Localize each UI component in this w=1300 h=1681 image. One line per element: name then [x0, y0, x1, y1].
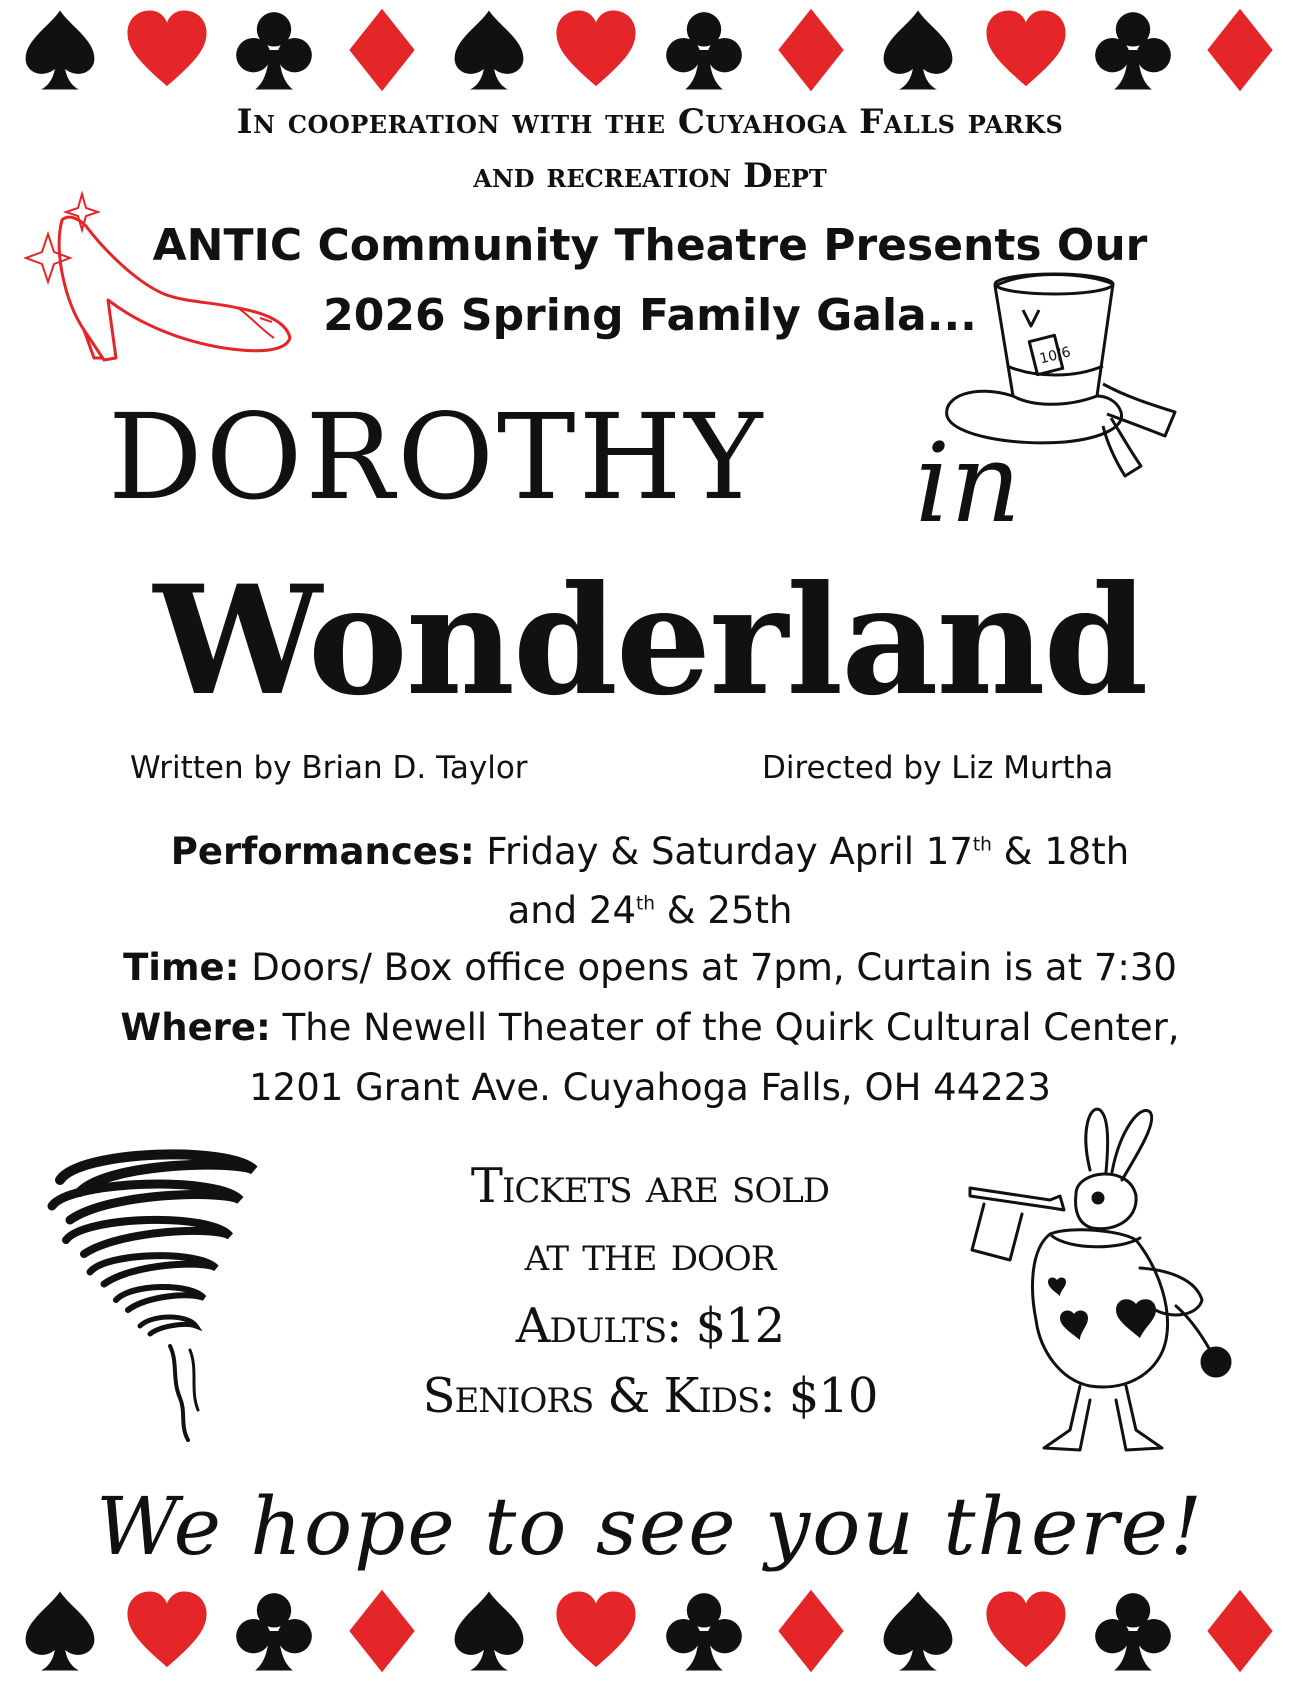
where-text: The Newell Theater of the Quirk Cultural Center,	[270, 1006, 1180, 1049]
diamond-icon	[768, 7, 854, 93]
time-text: Doors/ Box office opens at 7pm, Curtain is at 7:30	[239, 946, 1177, 989]
performances-dates-a: Friday & Saturday April 17	[474, 830, 973, 873]
glass-slipper-icon	[24, 190, 294, 380]
tornado-icon	[40, 1140, 270, 1450]
suits-border-bottom	[0, 1581, 1300, 1681]
club-icon	[231, 7, 317, 93]
spade-icon	[17, 7, 103, 93]
directed-by: Directed by Liz Murtha	[762, 750, 1114, 786]
heart-icon	[124, 1588, 210, 1674]
performances-sup-a: th	[972, 834, 992, 856]
title-in: in	[915, 419, 1022, 547]
presents-line-1: ANTIC Community Theatre Presents Our	[152, 220, 1148, 271]
spade-icon	[446, 1588, 532, 1674]
performances2-sup: th	[636, 893, 655, 915]
title-dorothy: DOROTHY	[108, 388, 766, 526]
performances2-b: & 25th	[655, 889, 793, 932]
club-icon	[1090, 1588, 1176, 1674]
time-label: Time:	[123, 946, 240, 989]
club-icon	[661, 7, 747, 93]
performances-line-2	[0, 889, 1300, 932]
heart-icon	[124, 7, 210, 93]
written-by: Written by Brian D. Taylor	[130, 750, 528, 786]
spade-icon	[17, 1588, 103, 1674]
diamond-icon	[1197, 1588, 1283, 1674]
cooperation-line-2: and recreation Dept	[473, 156, 827, 196]
heart-icon	[983, 1588, 1069, 1674]
presents-line-2: 2026 Spring Family Gala...	[323, 290, 977, 341]
club-icon	[1090, 7, 1176, 93]
club-icon	[231, 1588, 317, 1674]
where-line	[0, 1006, 1300, 1049]
performances-label: Performances:	[170, 830, 475, 873]
diamond-icon	[768, 1588, 854, 1674]
address-line: 1201 Grant Ave. Cuyahoga Falls, OH 44223	[249, 1066, 1051, 1109]
title-wonderland: Wonderland	[153, 553, 1147, 729]
time-line	[0, 946, 1300, 989]
tickets-line-2: at the door	[524, 1226, 776, 1282]
performances-dates-b: & 18th	[991, 830, 1130, 873]
heart-icon	[553, 1588, 639, 1674]
diamond-icon	[1197, 7, 1283, 93]
heart-icon	[553, 7, 639, 93]
diamond-icon	[339, 1588, 425, 1674]
tickets-seniors-kids-price: Seniors & Kids: $10	[422, 1368, 878, 1424]
tickets-adults-price: Adults: $12	[515, 1298, 785, 1354]
suits-border-top	[0, 0, 1300, 100]
spade-icon	[875, 7, 961, 93]
performances2-a: and 24	[507, 889, 637, 932]
performances-line-1	[0, 830, 1300, 873]
where-label: Where:	[120, 1006, 271, 1049]
white-rabbit-icon	[940, 1100, 1260, 1480]
heart-icon	[983, 7, 1069, 93]
cooperation-line-1: In cooperation with the Cuyahoga Falls parks	[236, 102, 1064, 142]
closing-message: We hope to see you there!	[95, 1480, 1205, 1573]
diamond-icon	[339, 7, 425, 93]
tickets-line-1: Tickets are sold	[470, 1158, 830, 1214]
svg-text:10/6: 10/6	[1037, 344, 1073, 368]
spade-icon	[875, 1588, 961, 1674]
spade-icon	[446, 7, 532, 93]
club-icon	[661, 1588, 747, 1674]
